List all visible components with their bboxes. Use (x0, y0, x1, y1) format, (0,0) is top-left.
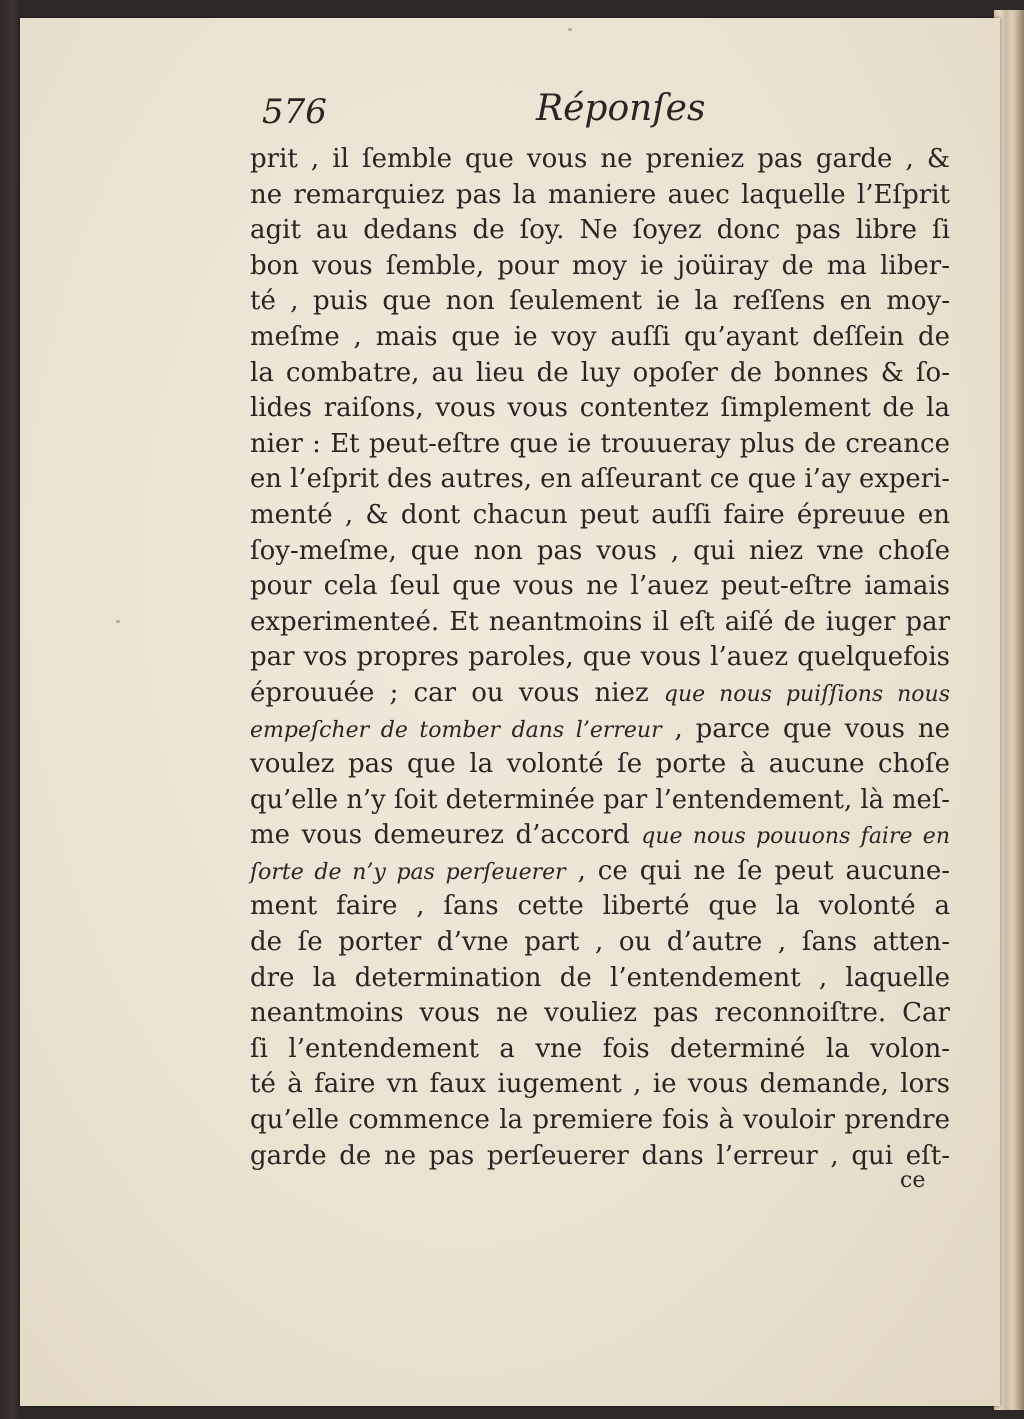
page-header (238, 88, 718, 138)
text-line (250, 1103, 950, 1139)
text-line (250, 818, 950, 854)
text-span: té à faire vn faux iugement , ie vous demande, lors (250, 1069, 950, 1100)
text-line (250, 676, 950, 712)
text-line (250, 284, 950, 320)
text-span: me vous demeurez d’accord (250, 820, 642, 851)
text-line (250, 783, 950, 819)
text-span: prit , il ſemble que vous ne preniez pas garde , & (250, 144, 950, 174)
text-line (250, 712, 950, 748)
text-line (250, 747, 950, 783)
text-span: dre la determination de l’entendement , laquelle (250, 962, 950, 993)
text-line (250, 213, 950, 249)
italic-quote: que nous pouuons faire en (641, 824, 950, 850)
text-span: voulez pas que la volonté ſe porte à aucune choſe (250, 749, 950, 780)
text-span: neantmoins vous ne vouliez pas reconnoiſtre. Car (250, 998, 950, 1029)
text-span: , ce qui ne ſe peut aucune- (565, 855, 950, 886)
text-line (250, 320, 950, 356)
text-line (250, 925, 950, 961)
text-span: agit au dedans de ſoy. Ne ſoyez donc pas libre ſi (250, 215, 950, 246)
italic-quote: ſorte de n’y pas perſeuerer (250, 859, 566, 885)
text-span: ne remarquiez pas la maniere auec laquelle l’Eſprit (250, 179, 950, 210)
paper-speck (568, 28, 572, 31)
page-number: 576 (262, 92, 327, 132)
text-span: bon vous ſemble, pour moy ie joüiray de ma liber- (250, 250, 950, 281)
text-span: éprouuée ; car ou vous niez (250, 677, 664, 708)
text-span: la combatre, au lieu de luy opoſer de bonnes & ſo- (250, 357, 950, 388)
text-span: menté , & dont chacun peut auſſi faire épreuue en (250, 499, 950, 530)
text-line (250, 142, 950, 178)
text-span: pour cela ſeul que vous ne l’auez peut-eſtre iamais (250, 571, 950, 602)
text-span: nier : Et peut-eſtre que ie trouueray plus de creance (250, 428, 950, 459)
text-span: ſi l’entendement a vne fois determiné la volon- (250, 1033, 950, 1064)
text-line (250, 889, 950, 925)
text-line (250, 569, 950, 605)
text-line (250, 356, 950, 392)
text-line (250, 427, 950, 463)
text-span: , parce que vous ne (661, 713, 950, 744)
body-text (250, 142, 950, 1174)
text-span: meſme , mais que ie voy auſſi qu’ayant deſſein de (250, 321, 950, 352)
text-line (250, 640, 950, 676)
text-line (250, 178, 950, 214)
text-line (250, 854, 950, 890)
text-span: de ſe porter d’vne part , ou d’autre , ſans atten- (250, 927, 950, 958)
text-line (250, 462, 950, 498)
text-span: par vos propres paroles, que vous l’auez quelquefois (250, 642, 950, 673)
text-line (250, 498, 950, 534)
text-line (250, 996, 950, 1032)
text-line (250, 534, 950, 570)
text-line (250, 391, 950, 427)
text-line (250, 1139, 950, 1175)
text-line (250, 961, 950, 997)
text-span: experimenteé. Et neantmoins il eſt aiſé de iuger par (250, 606, 950, 637)
running-head: Réponſes (536, 88, 706, 129)
paper-speck (116, 620, 120, 623)
text-span: qu’elle n’y ſoit determinée par l’entendement, là meſ- (250, 784, 950, 815)
text-span: qu’elle commence la premiere fois à vouloir prendre (250, 1105, 950, 1136)
text-span: ſoy-meſme, que non pas vous , qui niez vne choſe (250, 535, 950, 566)
italic-quote: empeſcher de tomber dans l’erreur (250, 717, 662, 743)
text-span: lides raiſons, vous vous contentez ſimplement de la (250, 393, 950, 424)
text-span: ment faire , ſans cette liberté que la volonté a (250, 891, 950, 922)
text-line (250, 249, 950, 285)
catchword: ce (900, 1168, 926, 1193)
text-line (250, 1067, 950, 1103)
text-line (250, 1032, 950, 1068)
text-span: té , puis que non ſeulement ie la reſſens en moy- (250, 286, 950, 317)
text-span: en l’eſprit des autres, en aſſeurant ce que i’ay experi- (250, 464, 950, 495)
italic-quote: que nous puiſſions nous (663, 681, 950, 707)
text-span: garde de ne pas perſeuerer dans l’erreur , qui eſt- (250, 1140, 950, 1171)
text-line (250, 605, 950, 641)
